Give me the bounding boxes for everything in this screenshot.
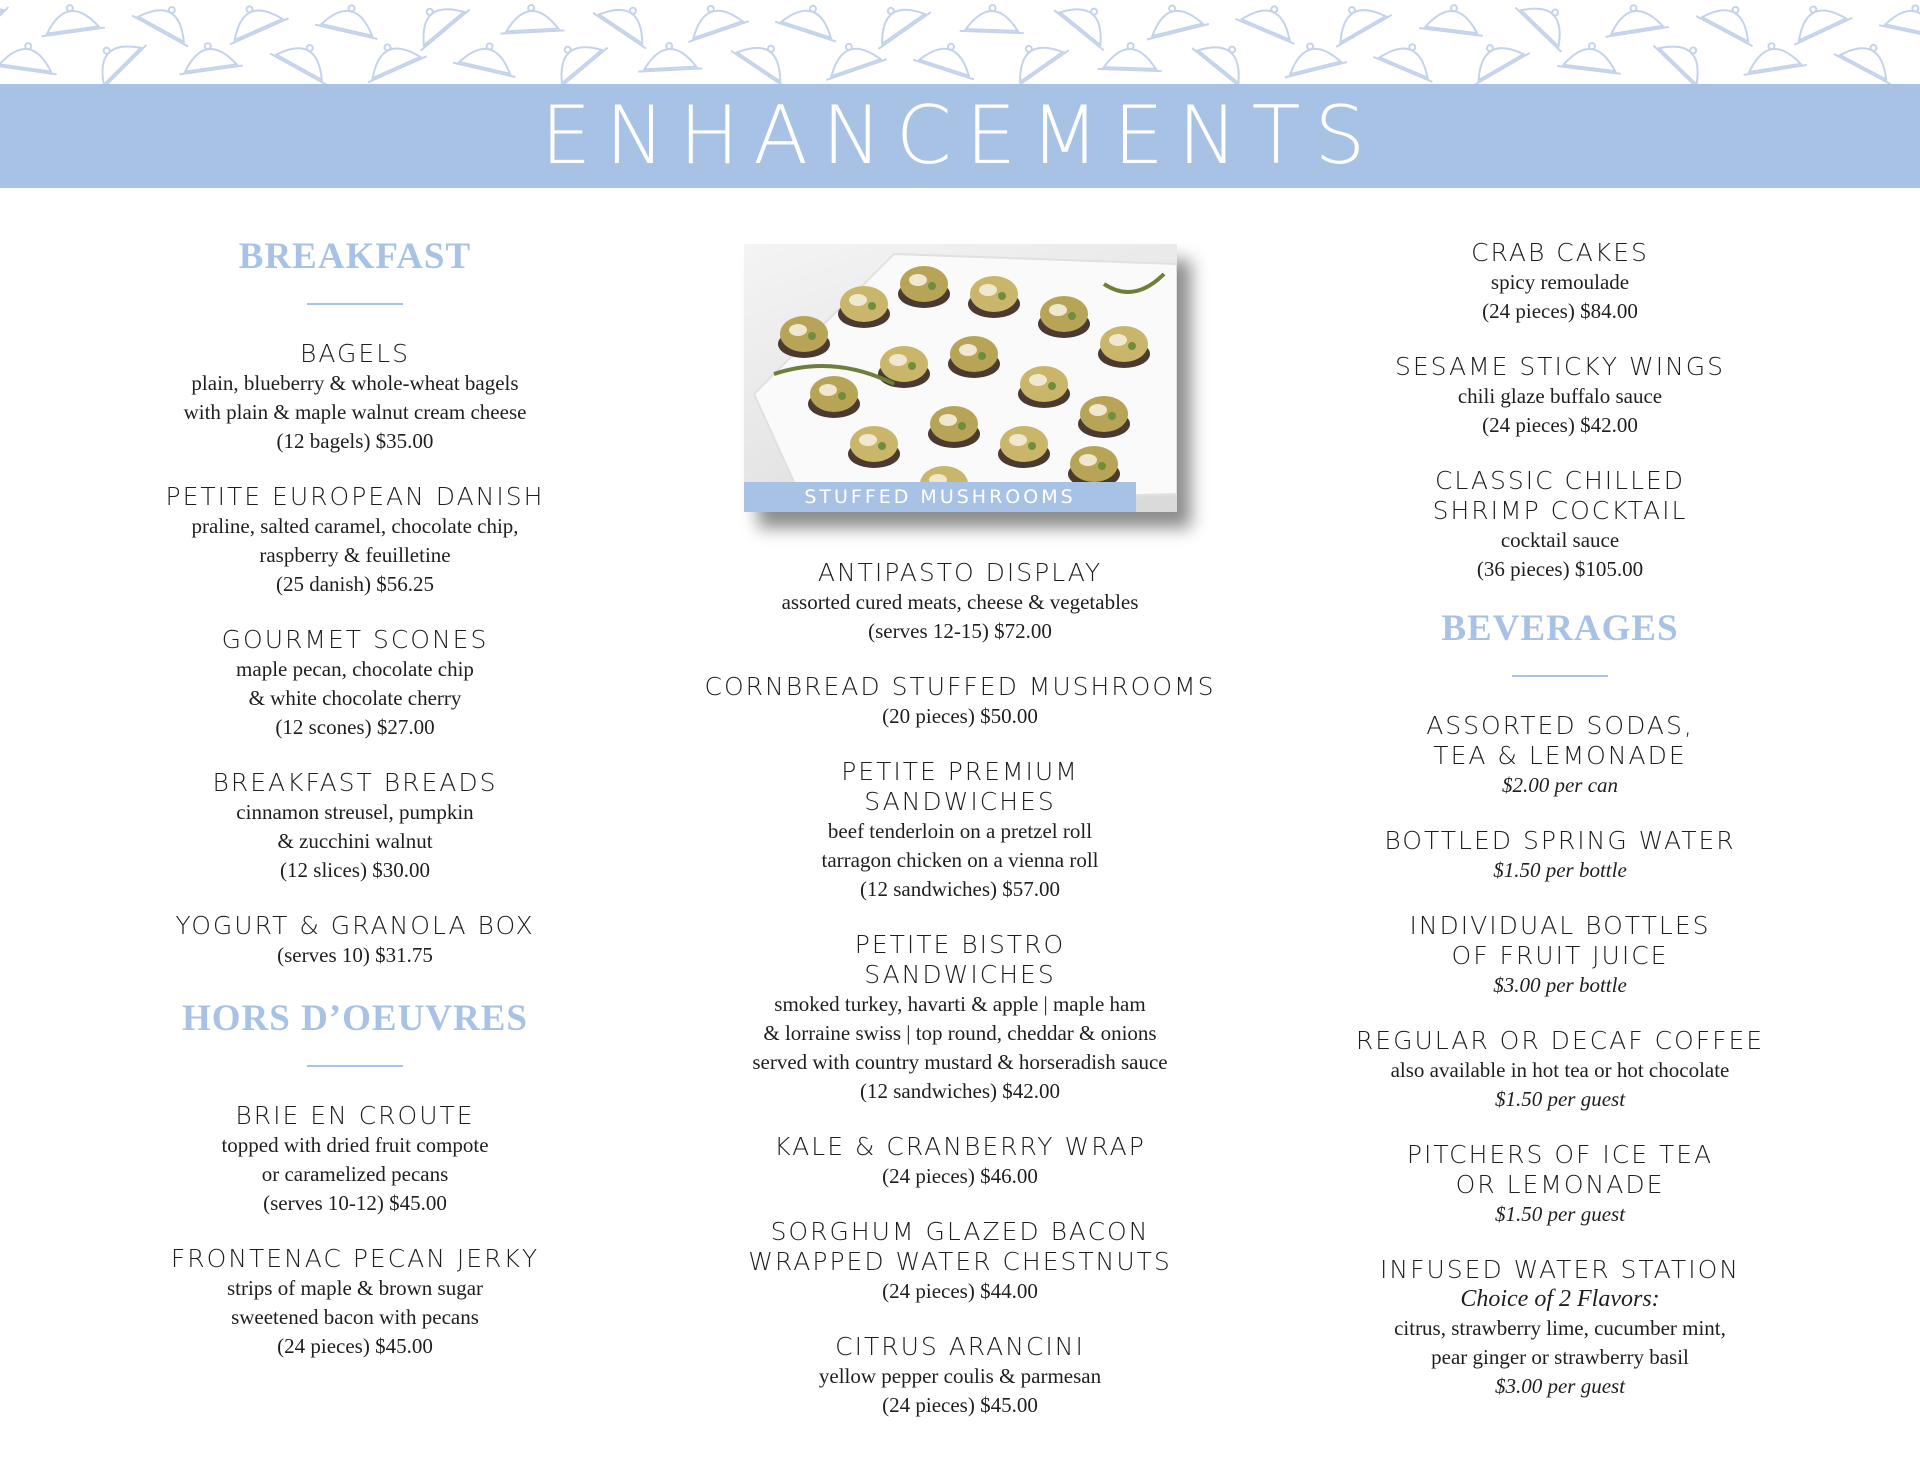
item-price: (36 pieces) $105.00 xyxy=(1476,557,1644,581)
cloche-pattern-header xyxy=(0,0,1920,84)
item-description: citrus, strawberry lime, cucumber mint, pear ginger or strawberry basil xyxy=(1394,1316,1726,1369)
item-price: (12 bagels) $35.00 xyxy=(276,429,434,453)
item-description: cocktail sauce xyxy=(1500,528,1620,552)
menu-item xyxy=(660,1217,1260,1306)
section-divider xyxy=(1512,675,1608,677)
menu-item xyxy=(660,757,1260,904)
item-price: (12 sandwiches) $57.00 xyxy=(859,877,1061,901)
item-name: PETITE EUROPEAN DANISH xyxy=(165,482,545,511)
item-price: $3.00 per bottle xyxy=(1493,973,1627,997)
item-description: topped with dried fruit compote or caramelized pecans xyxy=(221,1133,489,1186)
item-price: $1.50 per bottle xyxy=(1493,858,1627,882)
item-name: INFUSED WATER STATION xyxy=(1380,1255,1740,1284)
item-description: praline, salted caramel, chocolate chip, raspberry & feuilletine xyxy=(191,514,519,567)
item-name: BOTTLED SPRING WATER xyxy=(1384,826,1736,855)
item-name: PETITE BISTRO SANDWICHES xyxy=(854,930,1066,989)
item-description: also available in hot tea or hot chocolate xyxy=(1390,1058,1730,1082)
menu-item xyxy=(1310,1255,1810,1401)
item-name: BAGELS xyxy=(300,339,410,368)
item-description: spicy remoulade xyxy=(1490,270,1630,294)
item-price: (serves 10-12) $45.00 xyxy=(263,1191,447,1215)
item-description: yellow pepper coulis & parmesan xyxy=(818,1364,1102,1388)
item-price: (serves 10) $31.75 xyxy=(277,943,433,967)
item-description: plain, blueberry & whole-wheat bagels with plain & maple walnut cream cheese xyxy=(183,371,527,424)
menu-item xyxy=(110,625,600,742)
item-name: CORNBREAD STUFFED MUSHROOMS xyxy=(704,672,1216,701)
item-name: GOURMET SCONES xyxy=(221,625,489,654)
left-column xyxy=(110,230,600,1387)
menu-item xyxy=(110,1101,600,1218)
item-description: smoked turkey, havarti & apple | maple ham & lorraine swiss | top round, cheddar & onions served with country mustard & horseradish sauce xyxy=(752,992,1168,1074)
item-name: CITRUS ARANCINI xyxy=(835,1332,1085,1361)
item-name: CLASSIC CHILLED SHRIMP COCKTAIL xyxy=(1432,466,1688,525)
item-price: (24 pieces) $45.00 xyxy=(882,1393,1038,1417)
menu-item xyxy=(1310,911,1810,1000)
menu-item xyxy=(1310,352,1810,440)
section-heading-breakfast: BREAKFAST xyxy=(238,236,472,277)
section-divider xyxy=(307,1065,403,1067)
menu-item xyxy=(1310,466,1810,584)
item-price: (12 scones) $27.00 xyxy=(275,715,435,739)
item-name: FRONTENAC PECAN JERKY xyxy=(170,1244,540,1273)
menu-item xyxy=(1310,711,1810,800)
menu-item xyxy=(110,768,600,885)
item-choice: Choice of 2 Flavors: xyxy=(1460,1286,1660,1312)
item-name: BRIE EN CROUTE xyxy=(235,1101,475,1130)
item-name: INDIVIDUAL BOTTLES OF FRUIT JUICE xyxy=(1409,911,1711,970)
menu-item xyxy=(110,482,600,599)
food-photo xyxy=(744,244,1177,512)
item-name: CRAB CAKES xyxy=(1471,238,1649,267)
item-name: KALE & CRANBERRY WRAP xyxy=(774,1132,1146,1161)
mushrooms-illustration-icon xyxy=(744,244,1177,512)
item-name: BREAKFAST BREADS xyxy=(212,768,498,797)
item-name: YOGURT & GRANOLA BOX xyxy=(175,911,535,940)
item-description: assorted cured meats, cheese & vegetables xyxy=(781,590,1139,614)
item-description: chili glaze buffalo sauce xyxy=(1457,384,1663,408)
item-price: (24 pieces) $84.00 xyxy=(1482,299,1638,323)
section-heading-beverages: BEVERAGES xyxy=(1441,608,1679,649)
menu-item xyxy=(110,1244,600,1361)
item-price: (24 pieces) $45.00 xyxy=(277,1334,433,1358)
photo-caption: STUFFED MUSHROOMS xyxy=(744,482,1136,512)
item-price: $3.00 per guest xyxy=(1494,1374,1626,1398)
item-price: $1.50 per guest xyxy=(1494,1202,1626,1226)
menu-item xyxy=(660,1332,1260,1420)
menu-item xyxy=(660,1132,1260,1191)
item-description: maple pecan, chocolate chip & white chocolate cherry xyxy=(236,657,474,710)
section-divider xyxy=(307,303,403,305)
item-price: (24 pieces) $44.00 xyxy=(882,1279,1038,1303)
right-column xyxy=(1310,238,1810,1427)
stuffed-mushrooms-photo xyxy=(744,244,1177,512)
menu-item xyxy=(110,339,600,456)
item-price: (serves 12-15) $72.00 xyxy=(868,619,1052,643)
menu-item xyxy=(660,672,1260,731)
item-name: ASSORTED SODAS, TEA & LEMONADE xyxy=(1426,711,1694,770)
menu-item xyxy=(1310,1026,1810,1114)
item-name: REGULAR OR DECAF COFFEE xyxy=(1355,1026,1765,1055)
item-price: (20 pieces) $50.00 xyxy=(882,704,1038,728)
item-description: beef tenderloin on a pretzel roll tarragon chicken on a vienna roll xyxy=(821,819,1099,872)
section-heading-hors-doeuvres: HORS D’OEUVRES xyxy=(181,998,529,1039)
item-price: $1.50 per guest xyxy=(1494,1087,1626,1111)
menu-item xyxy=(1310,1140,1810,1229)
item-price: (24 pieces) $42.00 xyxy=(1482,413,1638,437)
cloche-pattern-icon xyxy=(0,0,1920,84)
item-price: $2.00 per can xyxy=(1501,773,1619,797)
item-description: cinnamon streusel, pumpkin & zucchini walnut xyxy=(236,800,474,853)
menu-item xyxy=(1310,238,1810,326)
item-name: SESAME STICKY WINGS xyxy=(1394,352,1726,381)
menu-item xyxy=(110,911,600,970)
menu-item xyxy=(660,558,1260,646)
page-title: ENHANCEMENTS xyxy=(540,89,1380,182)
item-price: (24 pieces) $46.00 xyxy=(882,1164,1038,1188)
item-name: SORGHUM GLAZED BACON WRAPPED WATER CHESTNUTS xyxy=(748,1217,1172,1276)
item-price: (12 sandwiches) $42.00 xyxy=(859,1079,1061,1103)
menu-item xyxy=(660,930,1260,1106)
item-name: PITCHERS OF ICE TEA OR LEMONADE xyxy=(1406,1140,1714,1199)
middle-column xyxy=(660,238,1260,1446)
title-banner xyxy=(0,84,1920,188)
item-price: (12 slices) $30.00 xyxy=(280,858,430,882)
item-price: (25 danish) $56.25 xyxy=(275,572,435,596)
item-name: PETITE PREMIUM SANDWICHES xyxy=(841,757,1079,816)
item-name: ANTIPASTO DISPLAY xyxy=(817,558,1103,587)
item-description: strips of maple & brown sugar sweetened bacon with pecans xyxy=(226,1276,484,1329)
menu-item xyxy=(1310,826,1810,885)
